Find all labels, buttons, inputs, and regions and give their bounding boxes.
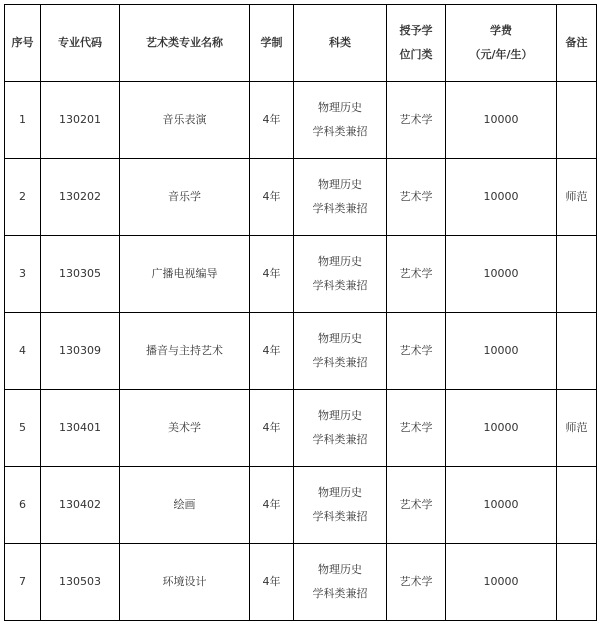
cell-fee: 10000 [446, 313, 557, 390]
cell-subject [294, 313, 387, 390]
cell-duration: 4年 [250, 82, 294, 159]
cell-code: 130202 [41, 159, 120, 236]
cell-subject-line2: 学科类兼招 [312, 433, 368, 446]
cell-name: 绘画 [120, 467, 250, 544]
table-row [5, 390, 597, 467]
cell-subject-line2: 学科类兼招 [312, 510, 368, 523]
header-fee [446, 5, 557, 82]
cell-code: 130305 [41, 236, 120, 313]
cell-subject [294, 82, 387, 159]
cell-code: 130201 [41, 82, 120, 159]
cell-code: 130401 [41, 390, 120, 467]
cell-degree: 艺术学 [387, 236, 446, 313]
cell-name: 美术学 [120, 390, 250, 467]
cell-code: 130503 [41, 544, 120, 621]
cell-subject-line1: 物理历史 [318, 101, 362, 114]
cell-seq: 7 [5, 544, 41, 621]
cell-duration: 4年 [250, 467, 294, 544]
cell-name: 环境设计 [120, 544, 250, 621]
cell-name: 播音与主持艺术 [120, 313, 250, 390]
cell-name: 音乐表演 [120, 82, 250, 159]
header-row [5, 5, 597, 82]
cell-name: 音乐学 [120, 159, 250, 236]
cell-seq: 6 [5, 467, 41, 544]
table-row [5, 236, 597, 313]
cell-note: 师范 [557, 159, 597, 236]
cell-seq: 1 [5, 82, 41, 159]
cell-note [557, 544, 597, 621]
cell-subject-line2: 学科类兼招 [312, 202, 368, 215]
cell-subject [294, 159, 387, 236]
cell-fee: 10000 [446, 236, 557, 313]
cell-fee: 10000 [446, 390, 557, 467]
header-code: 专业代码 [41, 5, 120, 82]
cell-duration: 4年 [250, 236, 294, 313]
cell-note [557, 467, 597, 544]
header-degree-line2: 位门类 [399, 48, 433, 61]
cell-subject-line1: 物理历史 [318, 563, 362, 576]
table-row [5, 544, 597, 621]
cell-subject-line1: 物理历史 [318, 332, 362, 345]
header-fee-line2: （元/年/生） [469, 48, 533, 61]
header-name: 艺术类专业名称 [120, 5, 250, 82]
cell-code: 130402 [41, 467, 120, 544]
cell-degree: 艺术学 [387, 159, 446, 236]
cell-degree: 艺术学 [387, 313, 446, 390]
table-row [5, 82, 597, 159]
cell-degree: 艺术学 [387, 544, 446, 621]
cell-subject-line1: 物理历史 [318, 409, 362, 422]
cell-fee: 10000 [446, 159, 557, 236]
cell-subject [294, 467, 387, 544]
cell-subject-line2: 学科类兼招 [312, 279, 368, 292]
cell-subject [294, 390, 387, 467]
cell-duration: 4年 [250, 544, 294, 621]
header-degree-line1: 授予学 [399, 24, 433, 37]
cell-note [557, 82, 597, 159]
cell-subject-line1: 物理历史 [318, 255, 362, 268]
cell-subject-line2: 学科类兼招 [312, 356, 368, 369]
table-row [5, 159, 597, 236]
cell-seq: 4 [5, 313, 41, 390]
cell-subject-line2: 学科类兼招 [312, 587, 368, 600]
cell-fee: 10000 [446, 82, 557, 159]
header-fee-line1: 学费 [490, 24, 512, 37]
cell-subject-line2: 学科类兼招 [312, 125, 368, 138]
table-row [5, 313, 597, 390]
art-majors-table [4, 4, 597, 621]
cell-name: 广播电视编导 [120, 236, 250, 313]
cell-subject-line1: 物理历史 [318, 486, 362, 499]
cell-seq: 2 [5, 159, 41, 236]
cell-degree: 艺术学 [387, 390, 446, 467]
cell-subject [294, 236, 387, 313]
cell-degree: 艺术学 [387, 467, 446, 544]
cell-seq: 3 [5, 236, 41, 313]
cell-subject-line1: 物理历史 [318, 178, 362, 191]
cell-duration: 4年 [250, 313, 294, 390]
header-duration: 学制 [250, 5, 294, 82]
cell-note: 师范 [557, 390, 597, 467]
cell-duration: 4年 [250, 159, 294, 236]
cell-note [557, 236, 597, 313]
cell-degree: 艺术学 [387, 82, 446, 159]
cell-fee: 10000 [446, 544, 557, 621]
header-subject: 科类 [294, 5, 387, 82]
header-seq: 序号 [5, 5, 41, 82]
header-note: 备注 [557, 5, 597, 82]
cell-seq: 5 [5, 390, 41, 467]
cell-code: 130309 [41, 313, 120, 390]
cell-subject [294, 544, 387, 621]
cell-note [557, 313, 597, 390]
header-degree [387, 5, 446, 82]
cell-fee: 10000 [446, 467, 557, 544]
table-row [5, 467, 597, 544]
cell-duration: 4年 [250, 390, 294, 467]
